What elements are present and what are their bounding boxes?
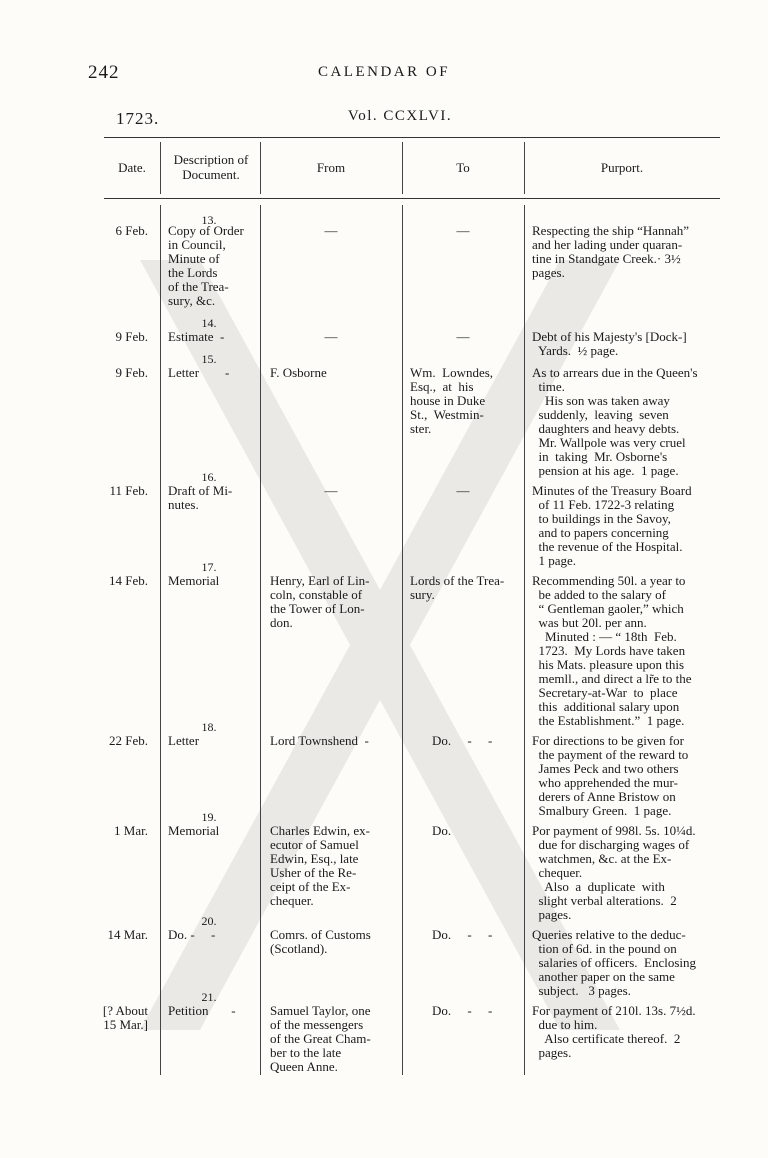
entry-to: — [456, 329, 470, 344]
column-header-from: From [316, 160, 346, 175]
entry-purport: As to arrears due in the Queen's time. His son was taken away suddenly, leaving seven daughters and heavy debts. Mr. Wallpole was very cruel in taking Mr. Osborne's pension at his age. 1 page. [532, 365, 698, 478]
entry-date: [? About 15 Mar.] [102, 1003, 148, 1032]
entry-from: F. Osborne [270, 365, 327, 380]
entry-description: Do. - - [168, 927, 216, 942]
column-header-to: To [456, 160, 470, 175]
column-header-description: Description of Document. [173, 152, 249, 182]
entry-purport: For payment of 210l. 13s. 7½d. due to him. Also certificate thereof. 2 pages. [532, 1003, 696, 1060]
column-divider [160, 205, 161, 1075]
entry-purport: Recommending 50l. a year to be added to the salary of “ Gentleman gaoler,” which was but 20l. per ann. Minuted : — “ 18th Feb. 1723. My Lords have taken his Mats. pleasure upon this memll., and direct a lr̃e to the Secretary-at-War to place this additional salary upon the Establishment.” 1 page. [532, 573, 692, 728]
top-rule [104, 137, 720, 138]
volume-label: Vol. CCXLVI. [347, 108, 453, 124]
entry-date: 9 Feb. [115, 365, 148, 380]
page-number: 242 [88, 62, 120, 83]
document-number: 20. [201, 914, 217, 928]
entry-date: 22 Feb. [109, 733, 148, 748]
entry-from: — [324, 329, 338, 344]
document-number: 15. [201, 352, 217, 366]
entry-from: — [324, 483, 338, 498]
entry-description: Memorial [168, 573, 220, 588]
entry-from: Henry, Earl of Lin- coln, constable of the Tower of Lon- don. [270, 573, 370, 630]
entry-purport: Respecting the ship “Hannah” and her lading under quaran- tine in Standgate Creek.· 3½ pages. [532, 223, 690, 280]
document-number: 19. [201, 810, 217, 824]
entry-date: 9 Feb. [115, 329, 148, 344]
entry-description: Letter [168, 733, 200, 748]
entry-from: — [324, 223, 338, 238]
entry-purport: Minutes of the Treasury Board of 11 Feb. 1722-3 relating to buildings in the Savoy, and to papers concerning the revenue of the Hospital. 1 page. [532, 483, 692, 568]
column-divider [524, 205, 525, 1075]
entry-purport: Por payment of 998l. 5s. 10¼d. due for discharging wages of watchmen, &c. at the Ex- chequer. Also a duplicate with slight verbal alterations. 2 pages. [532, 823, 696, 922]
entry-description: Copy of Order in Council, Minute of the Lords of the Trea- sury, &c. [168, 223, 244, 308]
document-number: 17. [201, 560, 217, 574]
running-title: CALENDAR OF [317, 64, 451, 80]
entry-purport: Queries relative to the deduc- tion of 6d. in the pound on salaries of officers. Enclosing another paper on the same subject. 3 pages. [532, 927, 697, 998]
column-header-purport: Purport. [600, 160, 644, 175]
entry-date: 11 Feb. [109, 483, 148, 498]
document-number: 13. [201, 213, 217, 227]
entry-description: Estimate - [168, 329, 225, 344]
entry-from: Lord Townshend - [270, 733, 369, 748]
document-number: 18. [201, 720, 217, 734]
entry-description: Memorial [168, 823, 220, 838]
column-header-date: Date. [118, 160, 146, 175]
entry-description: Draft of Mi- nutes. [168, 483, 233, 512]
entry-description: Letter - [168, 365, 230, 380]
entry-description: Petition - [168, 1003, 236, 1018]
entry-from: Samuel Taylor, one of the messengers of the Great Cham- ber to the late Queen Anne. [270, 1003, 371, 1074]
document-number: 14. [201, 316, 217, 330]
entry-to: Lords of the Trea- sury. [410, 573, 505, 602]
entry-from: Charles Edwin, ex- ecutor of Samuel Edwin, Esq., late Usher of the Re- ceipt of the Ex- chequer. [270, 823, 371, 908]
entry-date: 14 Mar. [107, 927, 148, 942]
entry-to: Do. - - [432, 733, 493, 748]
document-number: 21. [201, 990, 217, 1004]
entry-to: — [456, 483, 470, 498]
entry-date: 1 Mar. [114, 823, 148, 838]
entry-date: 6 Feb. [115, 223, 148, 238]
year: 1723. [116, 109, 160, 128]
entry-to: Do. - - [432, 1003, 493, 1018]
entry-to: Do. [432, 823, 452, 838]
column-divider [160, 142, 161, 194]
entry-purport: Debt of his Majesty's [Dock-] Yards. ½ page. [532, 329, 687, 358]
entry-to: Wm. Lowndes, Esq., at his house in Duke St., Westmin- ster. [410, 365, 494, 436]
entry-from: Comrs. of Customs (Scotland). [270, 927, 371, 956]
entry-purport: For directions to be given for the payment of the reward to James Peck and two others who apprehended the mur- derers of Anne Bristow on Smalbury Green. 1 page. [532, 733, 689, 818]
entry-date: 14 Feb. [109, 573, 148, 588]
header-rule [104, 198, 720, 199]
entry-to: Do. - - [432, 927, 493, 942]
document-number: 16. [201, 470, 217, 484]
entry-to: — [456, 223, 470, 238]
